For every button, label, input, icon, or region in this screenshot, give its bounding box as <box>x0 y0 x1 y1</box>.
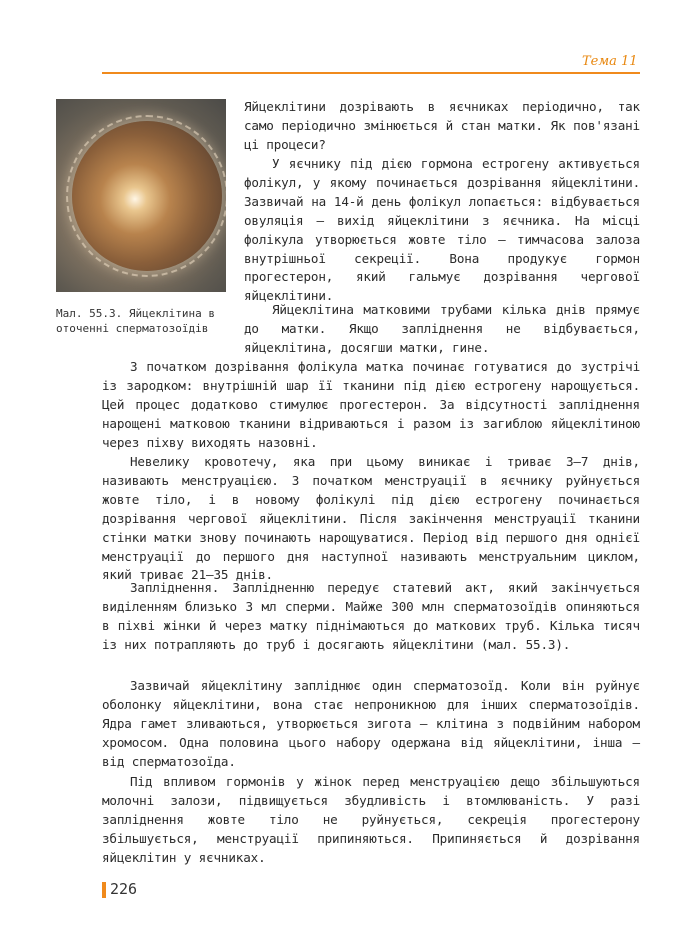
figure-caption: Мал. 55.3. Яйцеклітина в оточенні сперматозоїдів <box>56 307 215 335</box>
egg-cell-photo <box>56 99 226 292</box>
paragraph: Зазвичай яйцеклітину запліднює один сперматозоїд. Коли він руйнує оболонку яйцеклітини, вона стає непроникною для інших сперматозоїдів. Ядра гамет зливаються, утворюється зигота — клітина з подвійним набором хромосом. Одна половина цього набору одержана від яйцеклітини, інша — від сперматозоїда. <box>102 678 640 769</box>
paragraph: Невелику кровотечу, яка при цьому виникає і триває 3–7 днів, називають менструацією. З початком менструації в яєчнику руйнується жовте тіло, і в новому фолікулі під дією естрогену починається дозрівання чергової яйцеклітини. Після закінчення менструації тканини стінки матки знову починають нарощуватися. Період від першого дня однієї менструації до першого дня наступної називають менструальним циклом, який триває 21–35 днів. <box>102 454 640 583</box>
header-rule <box>102 72 640 74</box>
paragraph: Яйцеклітини дозрівають в яєчниках періодично, так само періодично змінюється й стан матки. Як пов'язані ці процеси? <box>244 99 640 152</box>
page-number: 226 <box>102 880 137 898</box>
paragraph: У яєчнику під дією гормона естрогену активується фолікул, у якому починається дозрівання яйцеклітини. Зазвичай на 14-й день фолікул лопається: відбувається овуляція — вихід яйцеклітини з яєчника. На місці фолікула утворюється жовте тіло — тимчасова залоза внутрішньої секреції. Вона продукує гормон прогестерон, який гальмує дозрівання чергової яйцеклітини. <box>244 156 640 304</box>
paragraph: Запліднення. Заплідненню передує статевий акт, який закінчується виділенням близько 3 мл сперми. Майже 300 млн сперматозоїдів опиняються в піхві жінки й через матку піднімаються до маткових труб. Кілька тисяч із них потрапляють до труб і досягають яйцеклітини (мал. 55.3). <box>102 580 640 652</box>
paragraph: Під впливом гормонів у жінок перед менструацією дещо збільшуються молочні залози, підвищується збудливість і втомлюваність. У разі запліднення жовте тіло не руйнується, секреція прогестерону збільшується, менструації припиняються. Припиняється й дозрівання яйцеклітин у яєчниках. <box>102 774 640 865</box>
paragraph: Яйцеклітина матковими трубами кілька днів прямує до матки. Якщо запліднення не відбувається, яйцеклітина, досягши матки, гине. <box>244 302 640 355</box>
paragraph: З початком дозрівання фолікула матка починає готуватися до зустрічі із зародком: внутрішній шар її тканини під дією естрогену нарощується. Цей процес додатково стимулює прогестерон. За відсутності запліднення нарощені матковою тканини відриваються і разом із загиблою яйцеклітиною через піхву виходять назовні. <box>102 359 640 450</box>
topic-label: Тема 11 <box>582 54 638 69</box>
egg-cell-image <box>72 121 222 271</box>
